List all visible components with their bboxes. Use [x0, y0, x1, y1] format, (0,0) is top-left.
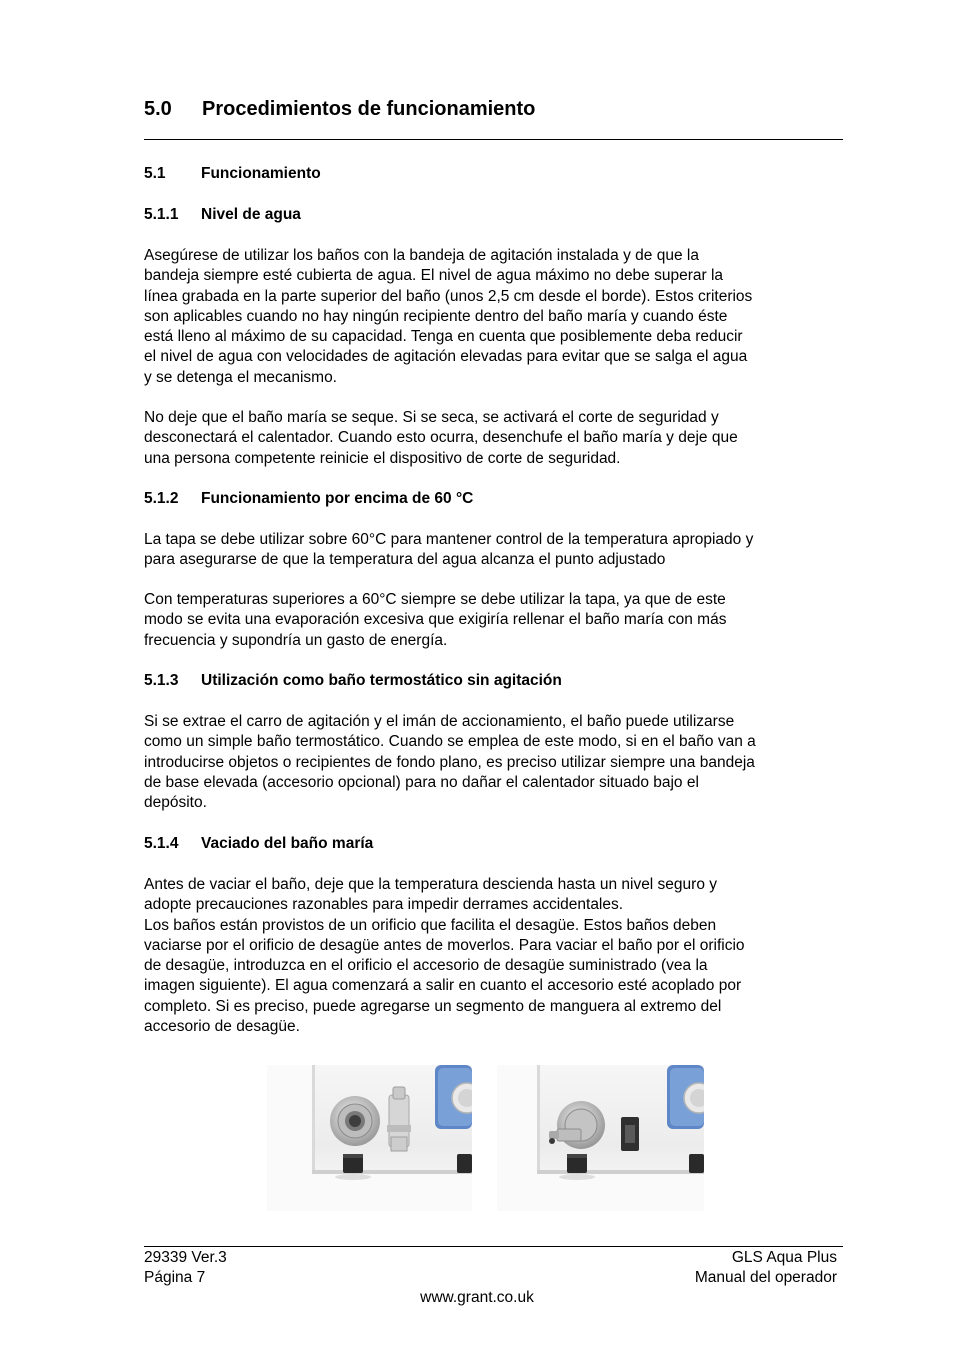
text-line: frecuencia y supondría un gasto de energía. [144, 631, 448, 649]
text-line: de desagüe, introduzca en el orificio el accesorio de desagüe suministrado (vea la [144, 957, 708, 975]
heading-5-1-4 [144, 835, 373, 853]
text-line: Antes de vaciar el baño, deje que la temperatura descienda hasta un nivel seguro y [144, 876, 718, 893]
page-number: Página 7 [144, 1269, 206, 1286]
manual-title: Manual del operador [694, 1269, 837, 1286]
footer-right [695, 1248, 837, 1288]
text-line: No deje que el baño maría se seque. Si se seca, se activará el corte de seguridad y [144, 409, 719, 426]
text-line: una persona competente reinicie el dispositivo de corte de seguridad. [144, 449, 621, 467]
heading-title: Funcionamiento [201, 165, 321, 182]
heading-number: 5.1 [144, 165, 166, 182]
paragraph-high-temperature [144, 590, 849, 651]
drain-port-illustration [267, 1065, 472, 1211]
text-line: Los baños están provistos de un orificio que facilita el desagüe. Estos baños deben [144, 916, 717, 934]
text-line: son aplicables cuando no hay ningún recipiente dentro del baño maría y cuando éste [144, 307, 728, 325]
footer-rule [144, 1246, 843, 1247]
section-title: Procedimientos de funcionamiento [202, 98, 536, 120]
drain-port-photo-before [267, 1065, 472, 1211]
text-line: modo se evita una evaporación excesiva que exigiría rellenar el baño maría con más [144, 611, 727, 629]
paragraph-draining [144, 875, 849, 1037]
heading-title: Utilización como baño termostático sin agitación [201, 672, 562, 689]
heading-number: 5.1.3 [144, 672, 179, 689]
text-line: y se detenga el mecanismo. [144, 368, 337, 386]
paragraph-water-level [144, 246, 849, 388]
footer-left [144, 1248, 227, 1288]
section-heading [144, 98, 535, 121]
heading-title: Nivel de agua [201, 206, 301, 223]
heading-5-1 [144, 165, 321, 183]
heading-rule [144, 139, 843, 140]
text-line: para asegurarse de que la temperatura del agua alcanza el punto adjustado [144, 551, 666, 569]
text-line: Con temperaturas superiores a 60°C siempre se debe utilizar la tapa, ya que de este [144, 591, 726, 608]
text-line: La tapa se debe utilizar sobre 60°C para mantener control de la temperatura apropiado y [144, 531, 754, 548]
heading-5-1-3 [144, 672, 562, 690]
text-line: introducirse objetos o recipientes de fondo plano, es preciso utilizar siempre una bandeja [144, 753, 755, 771]
text-line: el nivel de agua con velocidades de agitación elevadas para evitar que se salga el agua [144, 348, 748, 366]
text-line: desconectará el calentador. Cuando esto ocurra, desenchufe el baño maría y deje que [144, 429, 738, 447]
section-number: 5.0 [144, 98, 172, 120]
drain-port-photo-after [497, 1065, 704, 1211]
text-line: línea grabada en la parte superior del baño (unos 2,5 cm desde el borde). Estos criterios [144, 287, 753, 305]
text-line: está lleno al máximo de su capacidad. Tenga en cuenta que posiblemente deba reducir [144, 328, 743, 346]
text-line: como un simple baño termostático. Cuando se emplea de este modo, si en el baño van a [144, 733, 756, 751]
text-line: accesorio de desagüe. [144, 1018, 300, 1036]
text-line: imagen siguiente). El agua comenzará a salir en cuanto el accesorio esté acoplado por [144, 977, 742, 995]
heading-number: 5.1.1 [144, 206, 179, 223]
heading-5-1-1 [144, 206, 301, 224]
document-version: 29339 Ver.3 [144, 1249, 227, 1266]
heading-title: Vaciado del baño maría [201, 835, 374, 852]
product-name: GLS Aqua Plus [731, 1249, 837, 1266]
text-line: Si se extrae el carro de agitación y el imán de accionamiento, el baño puede utilizarse [144, 713, 735, 730]
heading-5-1-2 [144, 490, 473, 508]
text-line: adopte precauciones razonables para impedir derrames accidentales. [144, 896, 624, 914]
paragraph-lid-usage [144, 530, 849, 571]
text-line: de base elevada (accesorio opcional) para no dañar el calentador situado bajo el [144, 773, 699, 791]
text-line: Asegúrese de utilizar los baños con la bandeja de agitación instalada y de que la [144, 247, 699, 264]
paragraph-dry-bath [144, 408, 849, 469]
text-line: vaciarse por el orificio de desagüe antes de moverlos. Para vaciar el baño por el orificio [144, 936, 745, 954]
footer-website: www.grant.co.uk [420, 1289, 534, 1306]
heading-title: Funcionamiento por encima de 60 °C [201, 490, 474, 507]
paragraph-no-agitation [144, 712, 849, 813]
heading-number: 5.1.4 [144, 835, 179, 852]
text-line: completo. Si es preciso, puede agregarse un segmento de manguera al extremo del [144, 997, 722, 1015]
drain-fitting-illustration [497, 1065, 704, 1211]
text-line: depósito. [144, 794, 207, 812]
heading-number: 5.1.2 [144, 490, 179, 507]
text-line: bandeja siempre esté cubierta de agua. El nivel de agua máximo no debe superar la [144, 267, 724, 285]
